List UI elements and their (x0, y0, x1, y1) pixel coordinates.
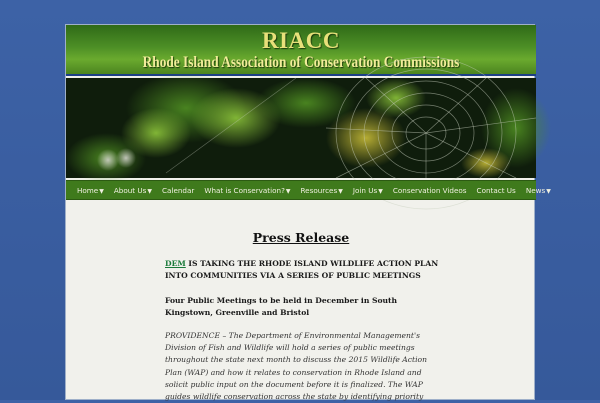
nav-about-us[interactable]: About Us▼ (113, 185, 153, 195)
site-acronym[interactable]: RIACC (262, 28, 340, 53)
banner-artwork (66, 78, 536, 178)
nav-home[interactable]: Home▼ (77, 185, 104, 195)
nav-resources[interactable]: Resources▼ (300, 185, 343, 195)
nav-news[interactable]: News▼ (525, 185, 551, 195)
chevron-down-icon: ▼ (338, 187, 343, 195)
nav-what-is-conservation[interactable]: What is Conservation?▼ (204, 185, 291, 195)
nav-contact-us[interactable]: Contact Us (476, 185, 516, 195)
chevron-down-icon: ▼ (147, 187, 153, 195)
chevron-down-icon: ▼ (285, 187, 291, 195)
nav-conservation-videos[interactable]: Conservation Videos (392, 185, 467, 195)
page-container (65, 24, 551, 402)
nav-calendar[interactable]: Calendar (162, 185, 195, 195)
headline-text: IS TAKING THE RHODE ISLAND WILDLIFE ACTION PLAN INTO COMMUNITIES VIA A SERIES OF PUBLIC MEETINGS (165, 259, 439, 280)
article-content (66, 202, 536, 402)
dem-link[interactable]: DEM (165, 259, 186, 268)
article-subhead: Four Public Meetings to be held in December in South Kingstown, Greenville and Bristol (165, 296, 398, 317)
site-full-name[interactable]: Rhode Island Association of Conservation Commissions (142, 54, 460, 71)
nav-join-us[interactable]: Join Us▼ (352, 185, 383, 195)
main-navigation (66, 180, 551, 200)
page-title: Press Release (252, 230, 350, 245)
chevron-down-icon: ▼ (378, 187, 383, 195)
article-headline (165, 258, 445, 282)
chevron-down-icon: ▼ (99, 187, 104, 195)
chevron-down-icon: ▼ (546, 187, 551, 195)
article-body: PROVIDENCE – The Department of Environmental Management's Division of Fish and Wildlife will hold a series of public meetings throughout the state next month to discuss the 2015 Wildlife Action Plan (WAP) and how it relates to conservation in Rhode Island and solicit public input on the document before it is finalized. The WAP guides wildlife conservation across the state by identifying priority (165, 331, 427, 402)
site-header (66, 25, 536, 76)
spiderweb-banner-image (66, 78, 536, 178)
